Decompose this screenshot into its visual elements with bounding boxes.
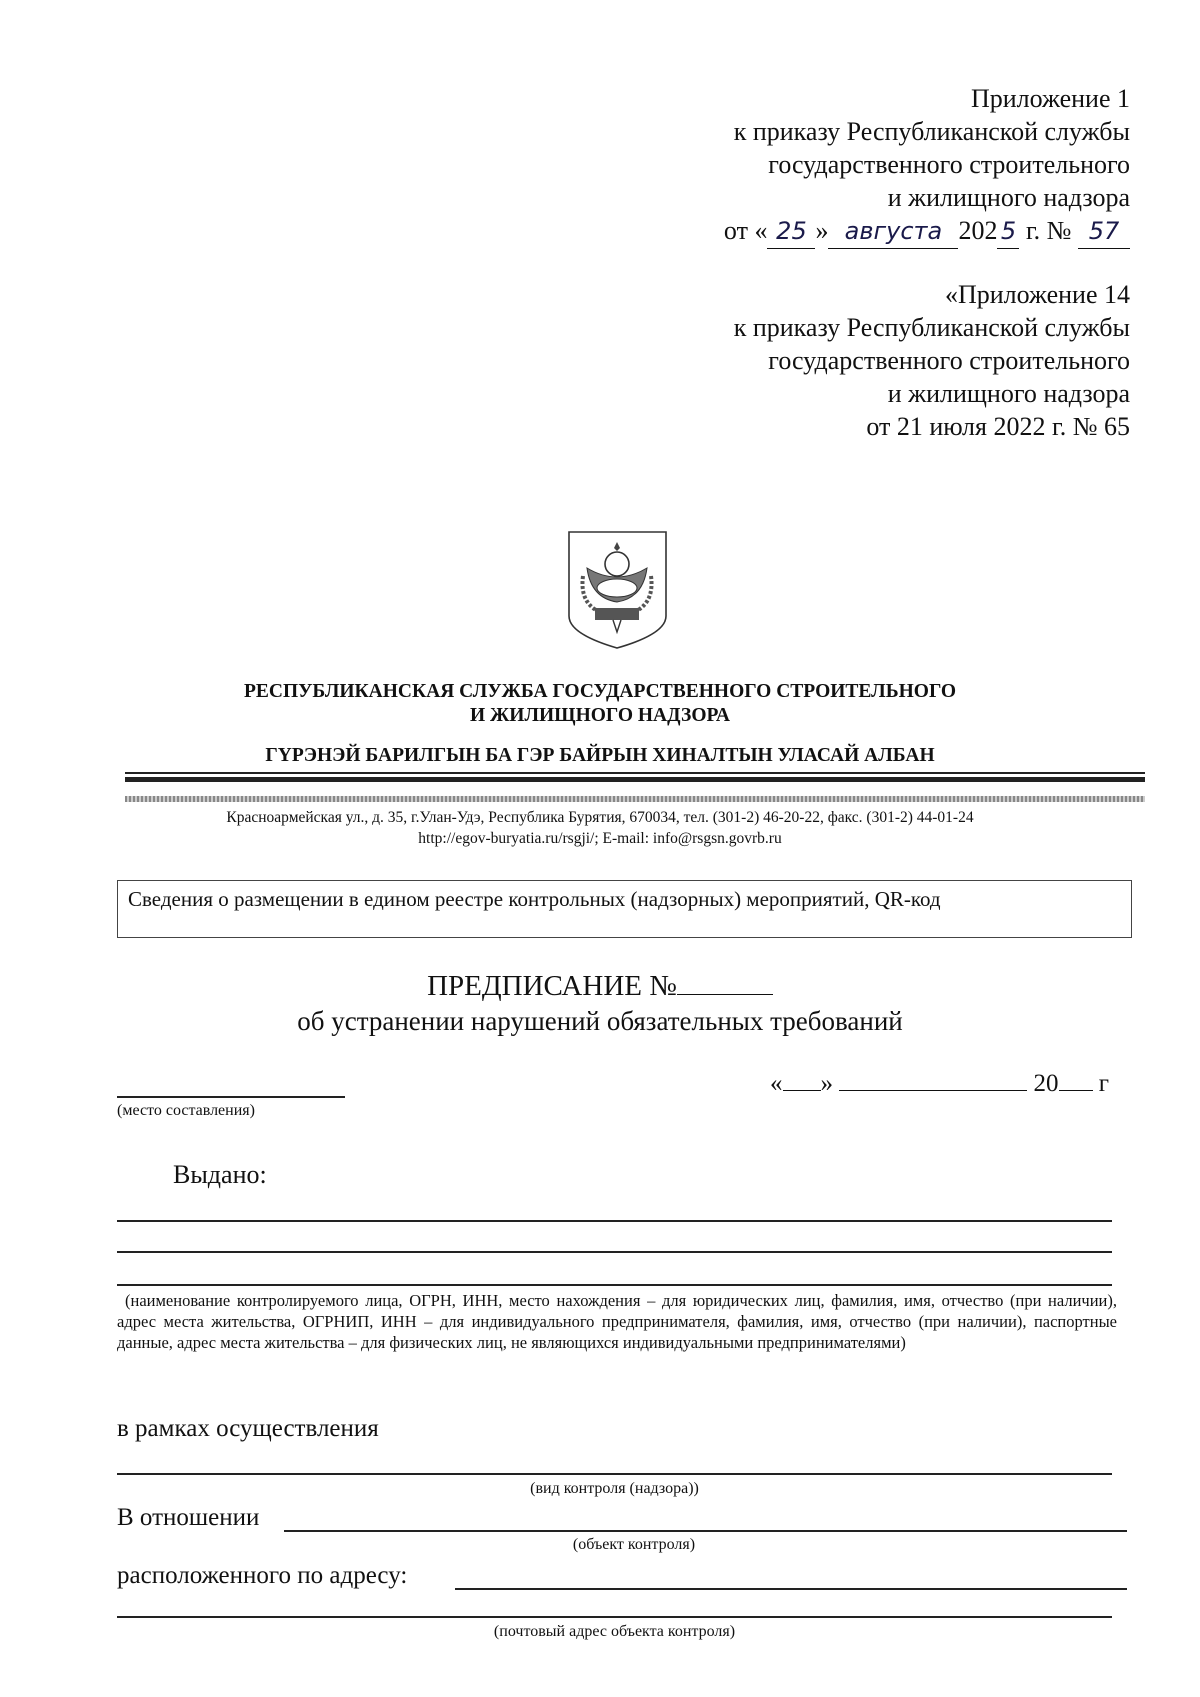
- controlled-person-caption: (наименование контролируемого лица, ОГРН, ИНН, место нахождения – для юридических лиц, фамилия, имя, отчество (при наличии), адрес места жительства, ОГРНИП, ИНН – для индивидуального предпринимателя, фамилия, имя, отчество (при наличии), паспортные данные, адрес места жительства – для физических лиц, не являющихся индивидуальными предпринимателями): [117, 1291, 1117, 1352]
- document-title-text: ПРЕДПИСАНИЕ №: [427, 970, 677, 1002]
- registry-qr-box: Сведения о размещении в едином реестре контрольных (надзорных) мероприятий, QR-код: [117, 880, 1132, 938]
- annex-original-line4: и жилищного надзора: [887, 379, 1130, 408]
- date-year-suffix: г: [1098, 1070, 1110, 1097]
- date-day-blank[interactable]: [783, 1068, 821, 1091]
- date-close: »: [820, 1070, 833, 1097]
- place-caption: (место составления): [117, 1102, 255, 1119]
- document-subtitle: об устранении нарушений обязательных требований: [297, 1006, 903, 1036]
- date-month-blank[interactable]: [839, 1068, 1027, 1091]
- document-number-blank[interactable]: [677, 970, 773, 995]
- annex-current-line2: к приказу Республиканской службы: [733, 117, 1130, 146]
- date-prefix: от «: [723, 216, 768, 245]
- agency-name-buryat: ГYРЭНЭЙ БАРИЛГЫН БА ГЭР БАЙРЫН ХИНАЛТЫН УЛАСАЙ АЛБАН: [265, 745, 935, 766]
- annex-original-line5: от 21 июля 2022 г. № 65: [866, 412, 1130, 441]
- date-year-blank[interactable]: [1059, 1068, 1093, 1091]
- handwritten-day: 25: [767, 215, 815, 249]
- annex-current-line3: государственного строительного: [768, 150, 1130, 179]
- annex-original-line3: государственного строительного: [768, 346, 1130, 375]
- object-caption: (объект контроля): [572, 1536, 696, 1553]
- issued-line-1[interactable]: [117, 1220, 1112, 1222]
- agency-name-line1: РЕСПУБЛИКАНСКАЯ СЛУЖБА ГОСУДАРСТВЕННОГО СТРОИТЕЛЬНОГО: [243, 681, 957, 702]
- framework-label: в рамках осуществления: [117, 1415, 379, 1442]
- date-year-prefix: 20: [1033, 1070, 1059, 1097]
- address-label: расположенного по адресу:: [117, 1562, 408, 1589]
- address-line-1[interactable]: [455, 1588, 1127, 1590]
- annex-current: [724, 82, 1130, 249]
- letterhead-divider-thin: [125, 772, 1145, 774]
- annex-original-line2: к приказу Республиканской службы: [733, 313, 1130, 342]
- year-prefix: 202: [958, 216, 998, 245]
- agency-name: [0, 680, 1200, 728]
- annex-current-line1: Приложение 1: [970, 84, 1130, 113]
- handwritten-year-digit: 5: [997, 215, 1019, 249]
- number-prefix: г. №: [1025, 216, 1072, 245]
- letterhead-divider-grey: [125, 796, 1145, 802]
- control-type-line[interactable]: [117, 1473, 1112, 1475]
- annex-current-line4: и жилищного надзора: [887, 183, 1130, 212]
- handwritten-month: августа: [828, 215, 958, 249]
- document-title: [0, 970, 1200, 1003]
- address-line-2[interactable]: [117, 1616, 1112, 1618]
- agency-address: Красноармейская ул., д. 35, г.Улан-Удэ, Республика Бурятия, 670034, тел. (301-2) 46-20-22, факс. (301-2) 44-01-24: [226, 809, 974, 826]
- annex-original-line1: «Приложение 14: [944, 280, 1130, 309]
- issued-line-2[interactable]: [117, 1251, 1112, 1253]
- regarding-label: В отношении: [117, 1504, 260, 1531]
- issued-label: Выдано:: [173, 1160, 267, 1189]
- control-type-caption: (вид контроля (надзора)): [530, 1480, 699, 1497]
- postal-caption: (почтовый адрес объекта контроля): [493, 1623, 736, 1640]
- date-field: [770, 1068, 1109, 1098]
- handwritten-number: 57: [1078, 215, 1130, 249]
- coat-of-arms-of-buryatia-icon: [565, 528, 670, 651]
- agency-name-line2: И ЖИЛИЩНОГО НАДЗОРА: [469, 705, 730, 726]
- annex-current-date-line: [724, 214, 1130, 249]
- annex-original: [734, 278, 1130, 443]
- agency-contacts: http://egov-buryatia.ru/rsgji/; E-mail: info@rsgsn.govrb.ru: [418, 830, 782, 847]
- date-open: «: [770, 1070, 783, 1097]
- object-line[interactable]: [284, 1530, 1127, 1532]
- day-close: »: [815, 216, 829, 245]
- letterhead-divider-thick: [125, 777, 1145, 782]
- place-field[interactable]: [117, 1096, 345, 1098]
- issued-line-3[interactable]: [117, 1284, 1112, 1286]
